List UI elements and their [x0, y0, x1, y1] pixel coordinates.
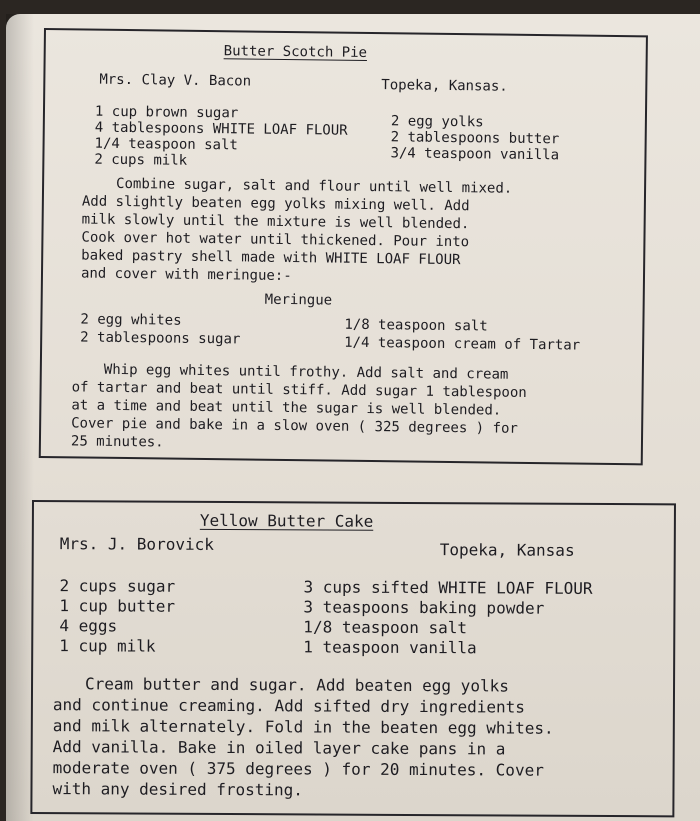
recipe-title: Yellow Butter Cake: [199, 510, 374, 531]
ingredient: 2 egg yolks: [390, 113, 484, 131]
direction-line: moderate oven ( 375 degrees ) for 20 minutes. Cover: [52, 758, 544, 780]
direction-line: Whip egg whites until frothy. Add salt and cream: [103, 361, 509, 383]
direction-line: Add vanilla. Bake in oiled layer cake pans in a: [52, 737, 506, 759]
ingredient: 2 egg whites: [80, 311, 182, 329]
ingredient: 2 cups milk: [94, 151, 188, 169]
direction-line: milk slowly until the mixture is well blended.: [81, 211, 470, 233]
direction-line: Cream butter and sugar. Add beaten egg yolks: [84, 674, 509, 696]
ingredient: 1/8 teaspoon salt: [344, 316, 488, 335]
ingredient: 3 cups sifted WHITE LOAF FLOUR: [303, 577, 593, 598]
ingredient: 2 cups sugar: [59, 576, 176, 596]
ingredient: 1/4 teaspoon salt: [94, 135, 238, 154]
ingredient: 4 eggs: [59, 616, 118, 636]
ingredient: 1/4 teaspoon cream of Tartar: [344, 334, 581, 354]
direction-line: Combine sugar, salt and flour until well mixed.: [116, 175, 513, 197]
ingredient: 3/4 teaspoon vanilla: [390, 145, 560, 164]
direction-line: Cover pie and bake in a slow oven ( 325 degrees ) for: [71, 415, 518, 437]
ingredient: 1/8 teaspoon salt: [303, 617, 468, 638]
direction-line: Add slightly beaten egg yolks mixing well. Add: [81, 193, 470, 215]
ingredient: 1 cup milk: [59, 636, 156, 656]
direction-line: and milk alternately. Fold in the beaten egg whites.: [52, 716, 554, 738]
direction-line: and cover with meringue:-: [80, 265, 292, 285]
recipe-author: Mrs. J. Borovick: [59, 534, 214, 554]
direction-line: and continue creaming. Add sifted dry ingredients: [52, 695, 525, 717]
recipe-location: Topeka, Kansas.: [381, 77, 508, 95]
ingredient: 3 teaspoons baking powder: [303, 597, 545, 618]
direction-line: of tartar and beat until stiff. Add sugar 1 tablespoon: [71, 379, 527, 401]
direction-line: 25 minutes.: [70, 433, 164, 451]
meringue-title: Meringue: [264, 291, 333, 309]
cookbook-page: [6, 14, 700, 821]
ingredient: 1 cup butter: [59, 596, 176, 616]
direction-line: baked pastry shell made with WHITE LOAF FLOUR: [81, 247, 461, 269]
recipe-card-yellow-butter-cake: [30, 500, 676, 817]
recipe-author: Mrs. Clay V. Bacon: [99, 71, 252, 90]
recipe-location: Topeka, Kansas: [439, 540, 575, 560]
ingredient: 4 tablespoons WHITE LOAF FLOUR: [94, 119, 348, 139]
ingredient: 1 teaspoon vanilla: [303, 637, 477, 658]
direction-line: at a time and beat until the sugar is well blended.: [71, 397, 502, 419]
recipe-title: Butter Scotch Pie: [223, 43, 368, 61]
recipe-card-butter-scotch-pie: [39, 28, 648, 465]
ingredient: 1 cup brown sugar: [94, 103, 239, 122]
ingredient: 2 tablespoons sugar: [80, 329, 241, 348]
ingredient: 2 tablespoons butter: [390, 129, 560, 148]
direction-line: Cook over hot water until thickened. Pour into: [81, 229, 470, 251]
direction-line: with any desired frosting.: [52, 779, 303, 800]
